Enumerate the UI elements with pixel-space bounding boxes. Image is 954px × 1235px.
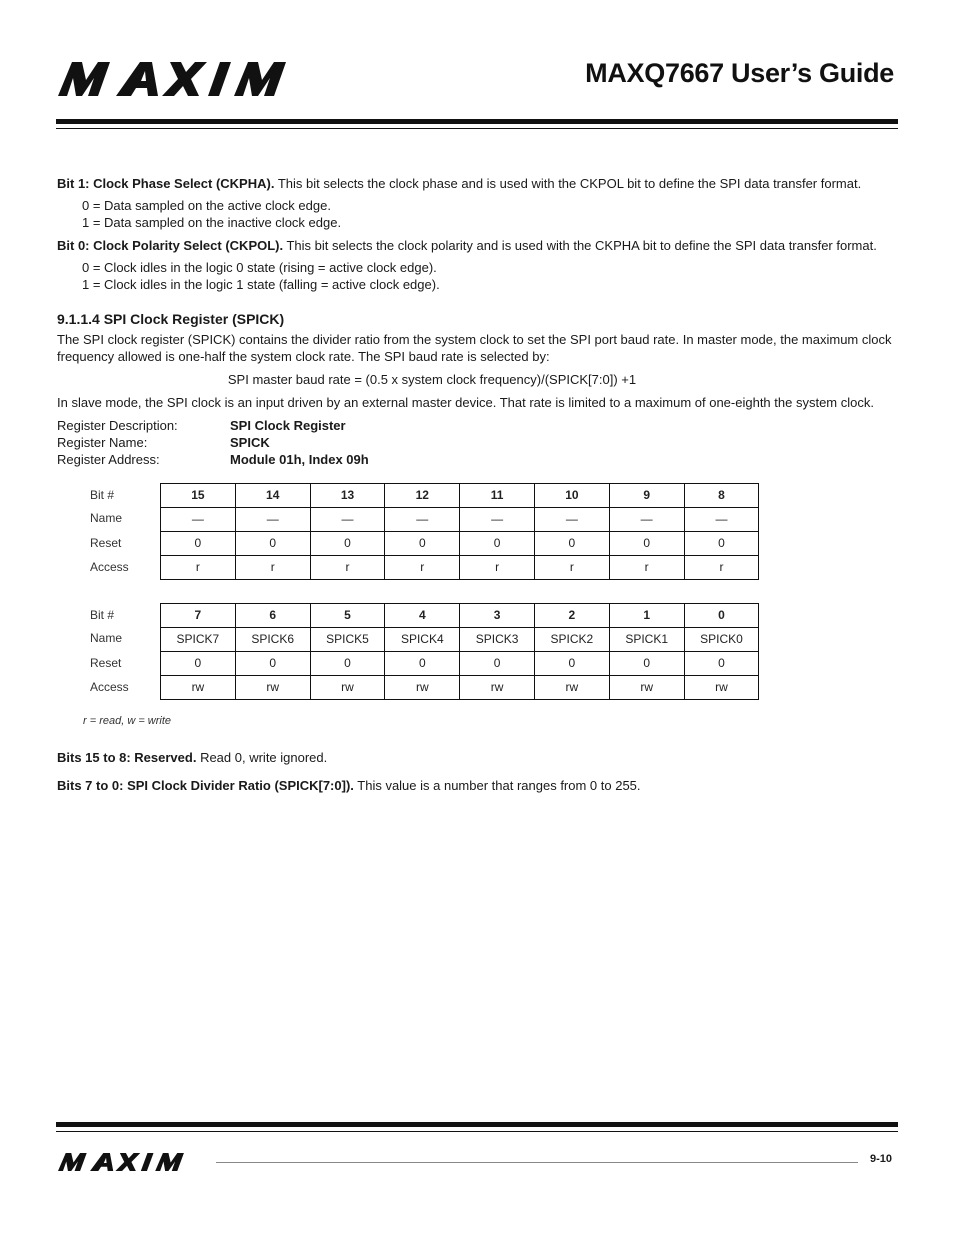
- row-label-bit: Bit #: [90, 608, 115, 622]
- bit-cell: 15: [161, 484, 236, 508]
- bit-cell: 6: [235, 604, 310, 628]
- row-label-reset: Reset: [90, 536, 122, 550]
- row-label-reset: Reset: [90, 656, 122, 670]
- bits-7-0-text: This value is a number that ranges from 0 to 255.: [353, 778, 641, 793]
- header-rule-thick: [56, 119, 898, 124]
- reg-desc-value: SPI Clock Register: [230, 418, 346, 433]
- row-label-access: Access: [90, 680, 129, 694]
- section-intro: The SPI clock register (SPICK) contains the divider ratio from the system clock to set the SPI port baud rate. In master mode, the maximum clock frequency allowed is one-half the system clock rate. The SPI baud rate is selected by:: [57, 332, 892, 364]
- name-cell: SPICK4: [385, 628, 460, 652]
- name-row: [161, 628, 759, 652]
- reset-row: [161, 532, 759, 556]
- access-cell: rw: [161, 676, 236, 700]
- access-cell: r: [235, 556, 310, 580]
- bit-number-row: [161, 604, 759, 628]
- access-cell: r: [609, 556, 684, 580]
- bit0-option-0: 0 = Clock idles in the logic 0 state (rising = active clock edge).: [82, 260, 437, 275]
- access-cell: rw: [385, 676, 460, 700]
- bit0-label: Bit 0: Clock Polarity Select (CKPOL).: [57, 238, 284, 253]
- access-cell: r: [684, 556, 759, 580]
- access-cell: rw: [460, 676, 535, 700]
- bits-7-0-description: [57, 777, 897, 794]
- name-cell: SPICK0: [684, 628, 759, 652]
- page-content: [57, 175, 897, 800]
- bits-15-8-text: Read 0, write ignored.: [196, 750, 328, 765]
- baud-rate-formula: SPI master baud rate = (0.5 x system clock frequency)/(SPICK[7:0]) +1: [227, 372, 637, 387]
- access-row: [161, 556, 759, 580]
- reset-cell: 0: [161, 652, 236, 676]
- name-cell: —: [534, 508, 609, 532]
- reset-cell: 0: [684, 532, 759, 556]
- bit1-description: [57, 175, 897, 192]
- row-label-access: Access: [90, 560, 129, 574]
- maxim-logo: [58, 62, 326, 100]
- maxim-logo-footer: [58, 1153, 206, 1175]
- reset-cell: 0: [609, 652, 684, 676]
- access-cell: r: [534, 556, 609, 580]
- reg-desc-key: Register Description:: [57, 418, 178, 433]
- footer-divider: [216, 1162, 858, 1163]
- bit1-option-0: 0 = Data sampled on the active clock edge.: [82, 198, 331, 213]
- footer-rule-thin: [56, 1131, 898, 1132]
- bit0-text: This bit selects the clock polarity and is used with the CKPHA bit to define the SPI data transfer format.: [283, 238, 877, 253]
- bits-15-8-label: Bits 15 to 8: Reserved.: [57, 750, 197, 765]
- bit-cell: 7: [161, 604, 236, 628]
- name-cell: SPICK6: [235, 628, 310, 652]
- section-heading: 9.1.1.4 SPI Clock Register (SPICK): [57, 311, 285, 327]
- reset-row: [161, 652, 759, 676]
- name-cell: —: [310, 508, 385, 532]
- document-title: MAXQ7667 User’s Guide: [585, 58, 894, 88]
- bit-cell: 0: [684, 604, 759, 628]
- footer-rule-thick: [56, 1122, 898, 1127]
- header-rule-thin: [56, 128, 898, 129]
- bit-cell: 3: [460, 604, 535, 628]
- page-number: 9-10: [869, 1153, 892, 1165]
- name-cell: —: [460, 508, 535, 532]
- register-info: [57, 417, 897, 468]
- bit0-options: [82, 260, 897, 293]
- access-cell: rw: [310, 676, 385, 700]
- reset-cell: 0: [161, 532, 236, 556]
- name-cell: SPICK3: [460, 628, 535, 652]
- bit-cell: 1: [609, 604, 684, 628]
- bit-cell: 14: [235, 484, 310, 508]
- reset-cell: 0: [310, 532, 385, 556]
- access-footnote: r = read, w = write: [83, 715, 172, 727]
- access-cell: rw: [235, 676, 310, 700]
- bit1-label: Bit 1: Clock Phase Select (CKPHA).: [57, 176, 275, 191]
- bit0-description: [57, 237, 897, 254]
- bits-15-8-description: [57, 749, 897, 766]
- access-cell: rw: [609, 676, 684, 700]
- name-cell: SPICK1: [609, 628, 684, 652]
- reset-cell: 0: [385, 532, 460, 556]
- register-table-high: [90, 483, 897, 581]
- bits-7-0-label: Bits 7 to 0: SPI Clock Divider Ratio (SPICK[7:0]).: [57, 778, 354, 793]
- reg-addr-value: Module 01h, Index 09h: [230, 452, 369, 467]
- reset-cell: 0: [684, 652, 759, 676]
- bits-table-low: [160, 603, 759, 700]
- row-label-name: Name: [90, 511, 123, 525]
- name-cell: —: [684, 508, 759, 532]
- access-cell: r: [161, 556, 236, 580]
- bit-cell: 2: [534, 604, 609, 628]
- reset-cell: 0: [235, 652, 310, 676]
- bit1-option-1: 1 = Data sampled on the inactive clock edge.: [82, 214, 342, 230]
- register-table-low: [90, 603, 897, 701]
- row-label-name: Name: [90, 631, 123, 645]
- name-cell: SPICK7: [161, 628, 236, 652]
- bit1-options: [82, 198, 897, 231]
- bit-cell: 12: [385, 484, 460, 508]
- bits-table-high: [160, 483, 759, 580]
- reg-name-key: Register Name:: [57, 435, 148, 450]
- access-cell: r: [310, 556, 385, 580]
- reset-cell: 0: [235, 532, 310, 556]
- reg-addr-key: Register Address:: [57, 452, 160, 467]
- access-row: [161, 676, 759, 700]
- name-row: [161, 508, 759, 532]
- access-cell: r: [385, 556, 460, 580]
- name-cell: SPICK2: [534, 628, 609, 652]
- access-cell: rw: [534, 676, 609, 700]
- bit-cell: 8: [684, 484, 759, 508]
- name-cell: —: [235, 508, 310, 532]
- reset-cell: 0: [609, 532, 684, 556]
- bit-cell: 11: [460, 484, 535, 508]
- reset-cell: 0: [534, 652, 609, 676]
- name-cell: SPICK5: [310, 628, 385, 652]
- row-label-bit: Bit #: [90, 488, 115, 502]
- bit-cell: 5: [310, 604, 385, 628]
- reset-cell: 0: [385, 652, 460, 676]
- bit-number-row: [161, 484, 759, 508]
- reset-cell: 0: [460, 532, 535, 556]
- bit-cell: 4: [385, 604, 460, 628]
- slave-mode-text: In slave mode, the SPI clock is an input driven by an external master device. That rate is limited to a maximum of one-eighth the system clock.: [57, 395, 874, 410]
- bit0-option-1: 1 = Clock idles in the logic 1 state (falling = active clock edge).: [82, 276, 440, 292]
- reg-name-value: SPICK: [230, 435, 270, 450]
- bit-cell: 10: [534, 484, 609, 508]
- name-cell: —: [385, 508, 460, 532]
- name-cell: —: [609, 508, 684, 532]
- name-cell: —: [161, 508, 236, 532]
- bit-cell: 9: [609, 484, 684, 508]
- reset-cell: 0: [460, 652, 535, 676]
- access-cell: rw: [684, 676, 759, 700]
- bit-cell: 13: [310, 484, 385, 508]
- bit1-text: This bit selects the clock phase and is used with the CKPOL bit to define the SPI data transfer format.: [274, 176, 862, 191]
- reset-cell: 0: [310, 652, 385, 676]
- access-cell: r: [460, 556, 535, 580]
- reset-cell: 0: [534, 532, 609, 556]
